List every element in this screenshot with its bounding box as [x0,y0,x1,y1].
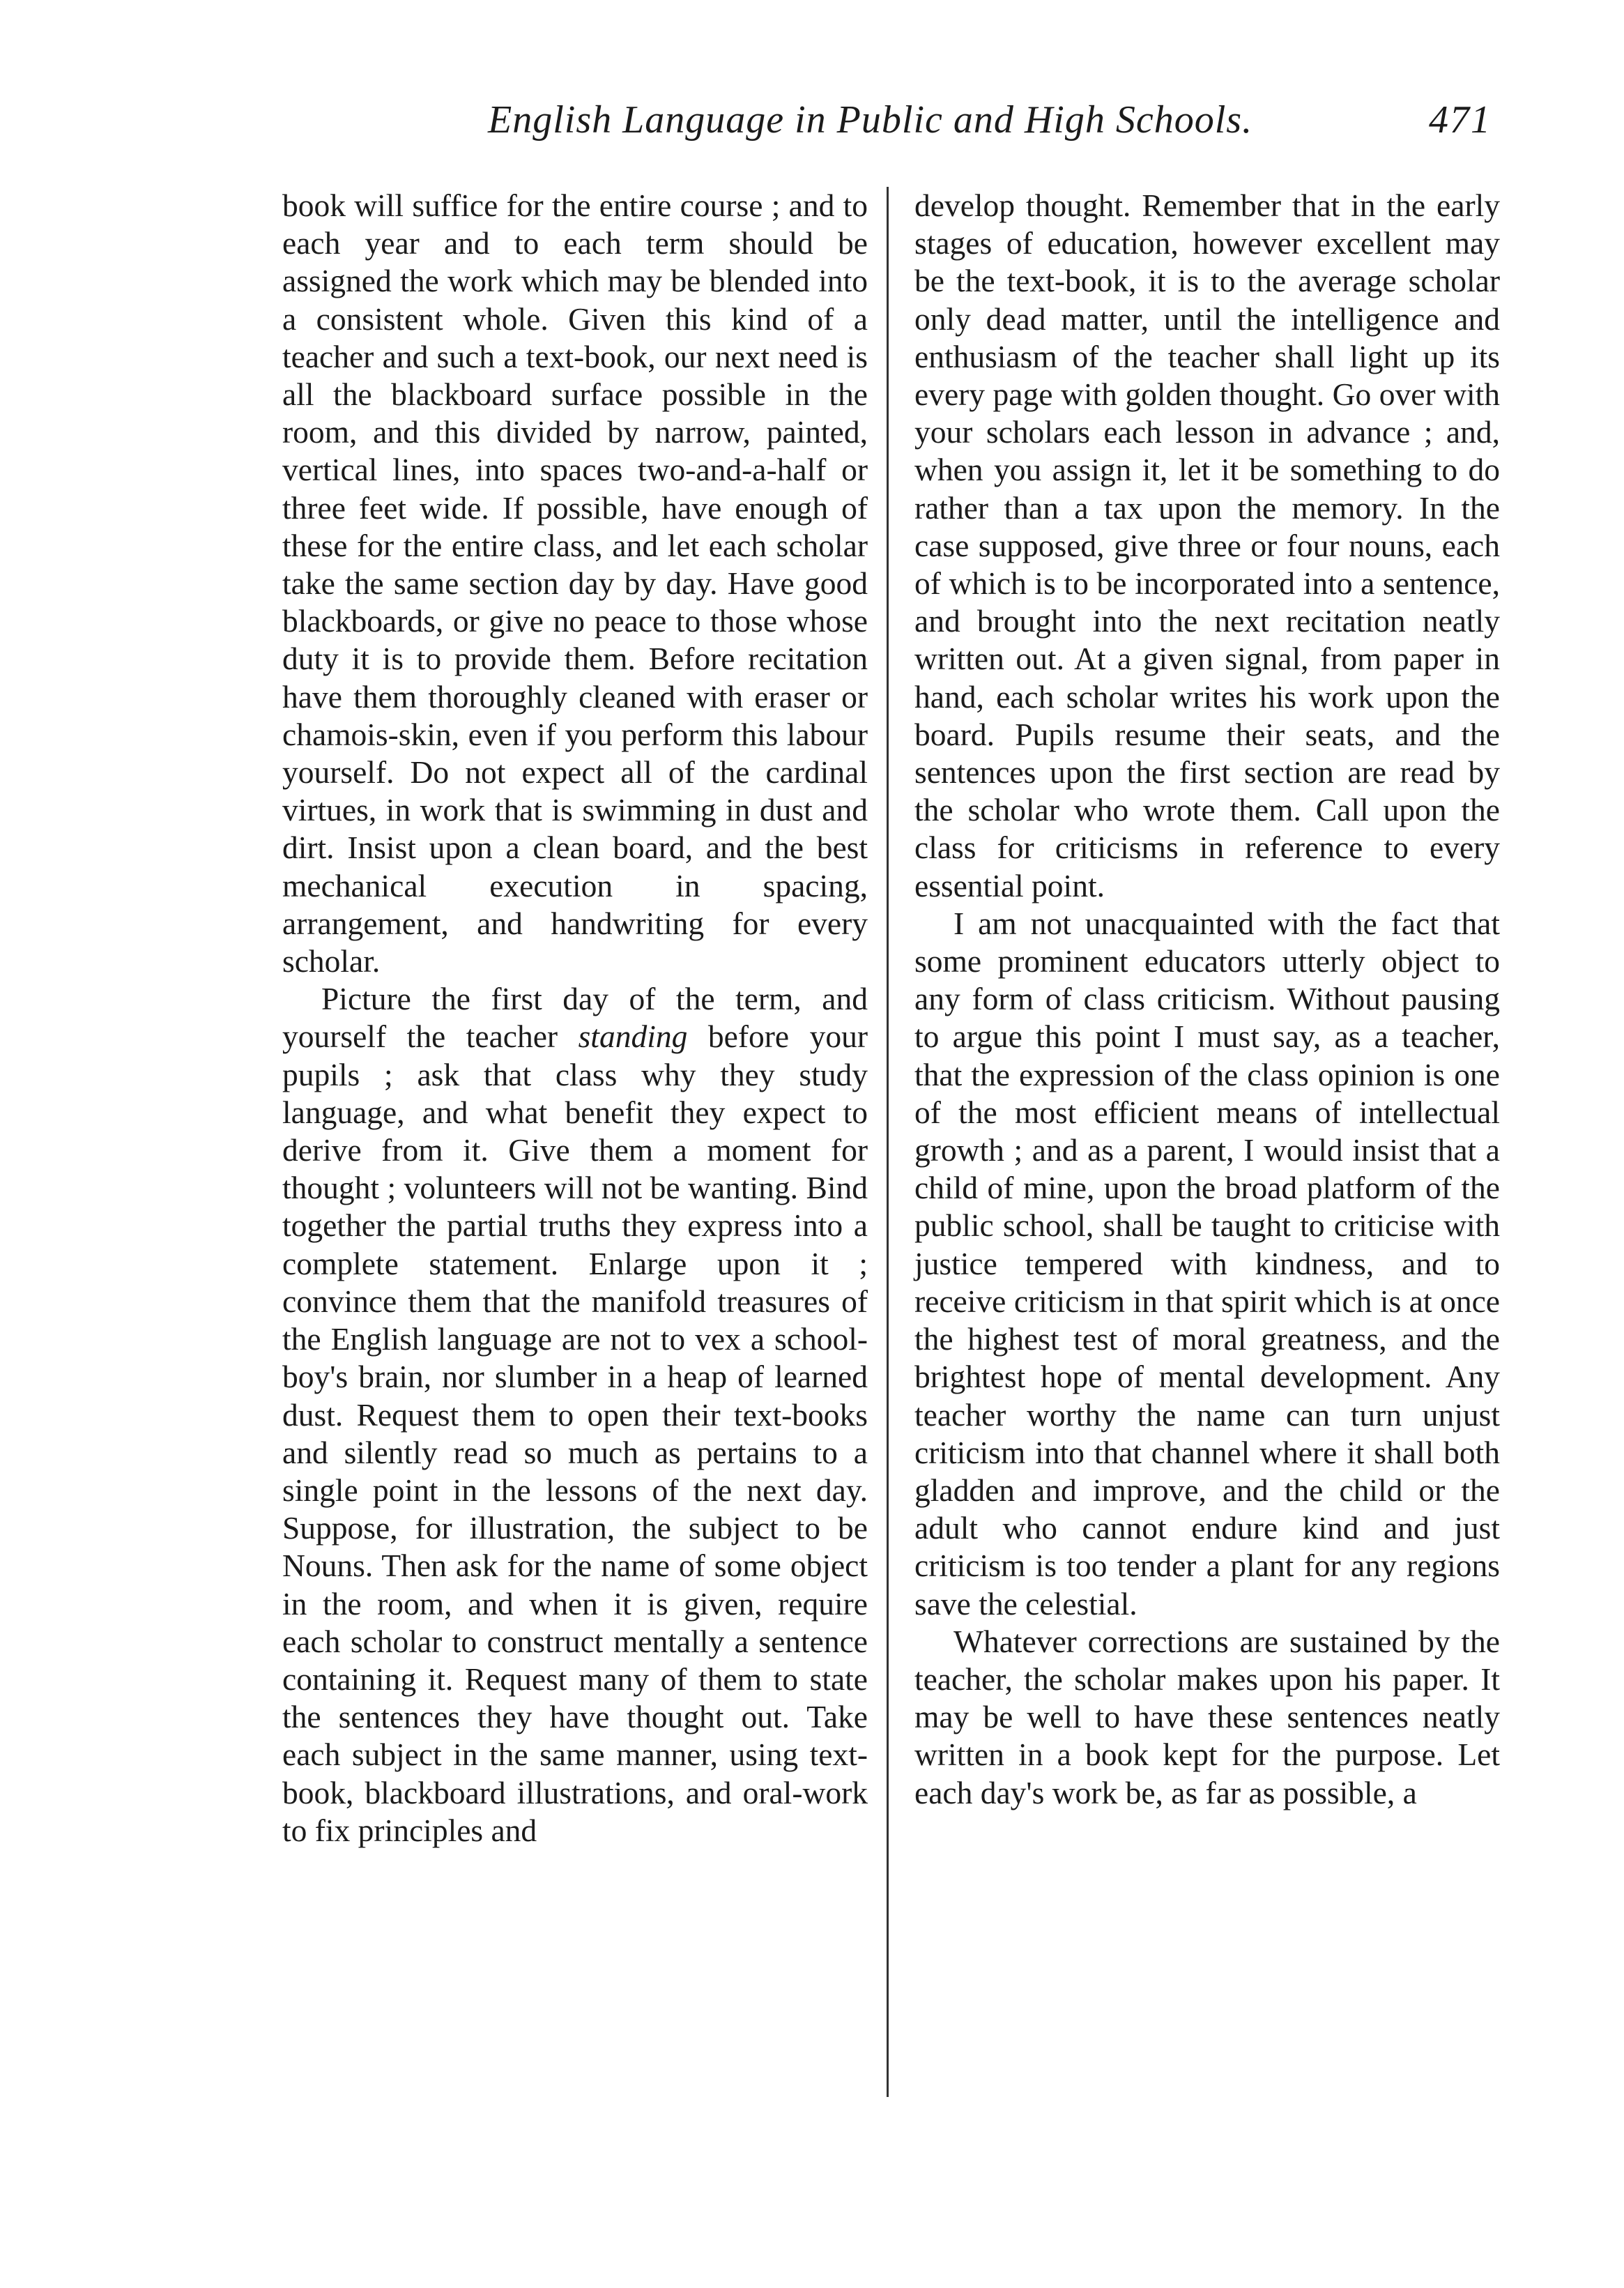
italic-word: standing [578,1019,688,1055]
right-column [914,187,1500,1812]
paragraph [282,980,868,1850]
page-header [279,98,1492,153]
paragraph-text: before your pupils ; ask that class why they study language, and what benefit they expect to derive from it. Give them a moment for thought ; volunteers will not be wanting. Bind together the partial truths they express into a complete statement. Enlarge upon it ; convince them that the manifold treasures of the English language are not to vex a school-boy's brain, nor slumber in a heap of learned dust. Request them to open their text-books and silently read so much as pertains to a single point in the lessons of the next day. Suppose, for illustration, the subject to be Nouns. Then ask for the name of some object in the room, and when it is given, require each scholar to construct mentally a sentence containing it. Request many of them to state the sentences they have thought out. Take each subject in the same manner, using text-book, blackboard illustrations, and oral-work to fix principles and [282,1019,868,1848]
column-divider [887,187,889,2097]
page-number: 471 [1429,98,1492,142]
paragraph: develop thought. Remember that in the early stages of education, however excellent may be the text-book, it is to the average scholar only dead matter, until the intelligence and enthusiasm of the teacher shall light up its every page with golden thought. Go over with your scholars each lesson in advance ; and, when you assign it, let it be something to do rather than a tax upon the memory. In the case supposed, give three or four nouns, each of which is to be incorporated into a sentence, and brought into the next recitation neatly written out. At a given signal, from paper in hand, each scholar writes his work upon the board. Pupils resume their seats, and the sentences upon the first section are read by the scholar who wrote them. Call upon the class for criticisms in reference to every essential point. [914,188,1500,903]
paragraph-text: Picture the first day of the term, and yourself the teacher [282,981,868,1055]
left-column [282,187,868,1850]
paragraph: book will suffice for the entire course ; and to each year and to each term should be assigned the work which may be blended into a consistent whole. Given this kind of a teacher and such a text-book, our next need is all the blackboard surface possible in the room, and this divided by narrow, painted, vertical lines, into spaces two-and-a-half or three feet wide. If possible, have enough of these for the entire class, and let each scholar take the same section day by day. Have good blackboards, or give no peace to those whose duty it is to provide them. Before recitation have them thoroughly cleaned with eraser or chamois-skin, even if you perform this labour yourself. Do not expect all of the cardinal virtues, in work that is swimming in dust and dirt. Insist upon a clean board, and the best mechanical execution in spacing, arrangement, and handwriting for every scholar. [282,188,868,979]
running-title: English Language in Public and High Schools. [488,98,1253,142]
paragraph: Whatever corrections are sustained by the teacher, the scholar makes upon his paper. It may be well to have these sentences neatly written in a book kept for the purpose. Let each day's work be, as far as possible, a [914,1623,1500,1810]
paragraph: I am not unacquainted with the fact that some prominent educators utterly object to any form of class criticism. Without pausing to argue this point I must say, as a teacher, that the expression of the class opinion is one of the most efficient means of intellectual growth ; and as a parent, I would insist that a child of mine, upon the broad platform of the public school, shall be taught to criticise with justice tempered with kindness, and to receive criticism in that spirit which is at once the highest test of moral greatness, and the brightest hope of mental development. Any teacher worthy the name can turn unjust criticism into that channel where it shall both gladden and improve, and the child or the adult who cannot endure kind and just criticism is too tender a plant for any regions save the celestial. [914,905,1500,1622]
